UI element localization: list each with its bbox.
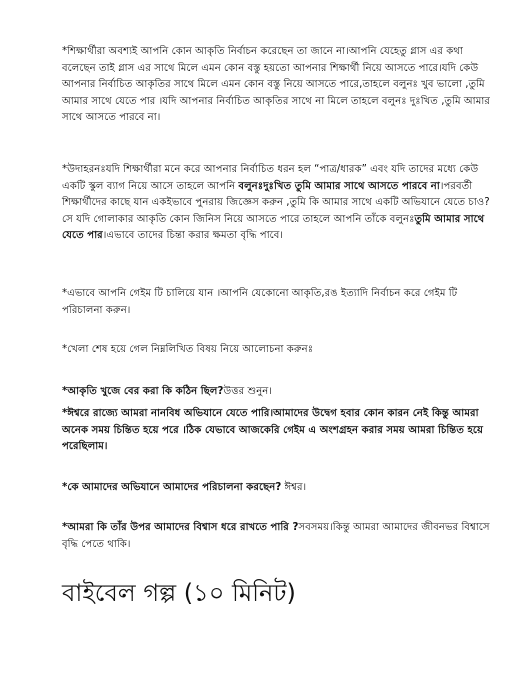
- discussion-text: *খেলা শেষ হয়ে গেল নিম্নলিখিত বিষয় নিয়ে আলোচনা করুনঃ: [62, 344, 314, 355]
- answer-text: ঈশ্বর।: [281, 482, 307, 493]
- example-text: *উদাহরনঃযদি শিক্ষার্থীরা মনে করে আপনার নির্বাচিত ধরন হল “পাত্র/ধারক” এবং যদি তাদের মধ্যে কেউ একটি স্কুল ব্যাগ নিয়ে আসে তাহলে আপনি: [62, 164, 479, 192]
- paragraph-example: [62, 162, 492, 245]
- paragraph-discussion-intro: [62, 342, 492, 359]
- question-bold: *আকৃতি খুজে বের করা কি কঠিন ছিল?: [62, 386, 224, 397]
- section-heading-bible-story: বাইবেল গল্প (১০ মিনিট): [62, 579, 296, 607]
- example-text-continued: ।পরবর্তী শিক্ষার্থীদের কাছে যান একইভাবে পুনরায় জিজ্ঞেস করুন ,তুমি কি আমার সাথে একটি অভিযানে যেতে চাও?সে যদি গোলাকার আকৃতি কোন জিনিস নিয়ে আসতে পারে তাহলে আপনি তাঁকে বলুনঃ: [62, 180, 490, 225]
- question-shape-difficult: [62, 384, 492, 401]
- question-bold: *আমরা কি তাঁর উপর আমাদের বিশ্বাস ধরে রাখতে পারি ?: [62, 522, 299, 533]
- paragraph-kingdom-adventures: [62, 406, 492, 456]
- example-text-end: ।এভাবে তাদের চিন্তা করার ক্ষমতা বৃদ্ধি পাবে।: [102, 230, 284, 241]
- answer-text: উত্তর শুনুন।: [223, 386, 273, 397]
- continue-text: *এভাবে আপনি গেইম টি চালিয়ে যান ।আপনি যেকোনো আকৃতি,রঙ ইত্যাদি নির্বাচন করে গেইম টি পরিচালনা করুন।: [62, 288, 458, 316]
- kingdom-text: *ঈশ্বরে রাজ্যে আমরা নানবিধ অভিযানে যেতে পারি।আমাদের উদ্বেগ হবার কোন কারন নেই কিন্তু আমরা অনেক সময় চিন্তিত হয়ে পরে ।ঠিক যেভাবে আজকেরি গেইম এ অংশগ্রহন করার সময় আমরা চিন্তিত হয়ে পরেছিলাম।: [62, 408, 483, 452]
- question-keep-faith: [62, 520, 492, 553]
- question-bold: *কে আমাদের অভিযানে আমাদের পরিচালনা করছেন?: [62, 482, 282, 493]
- example-bold-can-go: তুমি আমার সাথে যেতে পার: [62, 213, 485, 241]
- question-who-leads: [62, 480, 492, 497]
- paragraph-text: *শিক্ষার্থীরা অবশ্যই আপনি কোন আকৃতি নির্বাচন করেছেন তা জানে না।আপনি যেহেতু গ্লাস এর কথা বলেছেন তাই গ্লাস এর সাথে মিলে এমন কোন বস্তু হয়তো আপনার শিক্ষার্থী নিয়ে আসতে পারে।যদি কেউ আপনার নির্বাচিত আকৃতির সাথে মিলে এমন কোন বস্তু নিয়ে আসতে পারে,তাহলে বলুনঃ খুব ভালো ,তুমি আমার সাথে যেতে পার ।যদি আপনার নির্বাচিত আকৃতির সাথে না মিলে তাহলে বলুনঃ দুঃখিত ,তুমি আমার সাথে আসতে পারবে না।: [62, 46, 490, 123]
- answer-text: সবসময়।কিন্তু আমরা আমাদের জীবনভর বিশ্বাসে বৃদ্ধি পেতে থাকি।: [62, 522, 490, 550]
- example-bold-sorry: বলুনঃদুঃখিত তুমি আমার সাথে আসতে পারবে না: [238, 180, 440, 192]
- paragraph-selection-explained: [62, 44, 492, 127]
- paragraph-continue-game: [62, 286, 492, 319]
